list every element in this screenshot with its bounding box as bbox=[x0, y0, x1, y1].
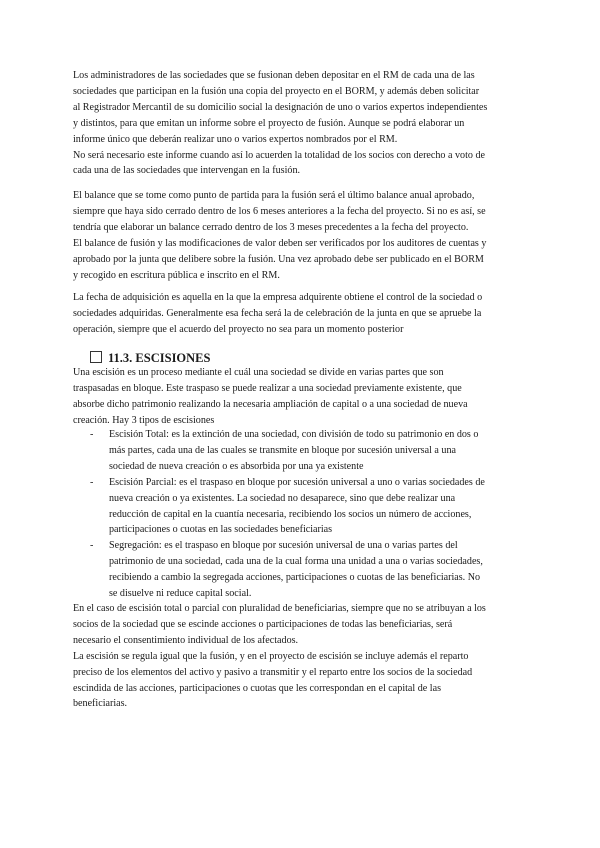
bullet-dash: - bbox=[90, 429, 94, 440]
text-line: siempre que haya sido cerrado dentro de los 6 meses anteriores a la fecha del proyecto. Si no es así, se bbox=[73, 205, 486, 217]
text-line: y recogido en escritura pública e inscrito en el RM. bbox=[73, 269, 280, 281]
text-line: sociedades adquiridas. Generalmente esa fecha será la de celebración de la junta en que se apruebe la bbox=[73, 307, 482, 319]
text-line: sociedades que participan en la fusión una copia del proyecto en el BORM, y además deben solicitar bbox=[73, 85, 480, 97]
section-heading-text: 11.3. ESCISIONES bbox=[108, 351, 211, 365]
text-line: Escisión Total: es la extinción de una sociedad, con división de todo su patrimonio en dos o bbox=[109, 429, 479, 440]
paragraph-fusion-informe bbox=[73, 68, 530, 179]
text-line: El balance que se tome como punto de partida para la fusión será el último balance anual aprobado, bbox=[73, 190, 475, 201]
text-line: reducción de capital en la cuantía necesaria, recibiendo los socios un número de acciones, bbox=[109, 508, 472, 520]
section-heading bbox=[90, 350, 210, 366]
text-line: beneficiarias. bbox=[73, 698, 128, 710]
text-line: Segregación: es el traspaso en bloque por sucesión universal de una o varias partes del bbox=[109, 540, 458, 552]
checkbox-icon bbox=[90, 351, 102, 363]
text-line: creación. Hay 3 tipos de escisiones bbox=[73, 414, 215, 426]
text-line: aprobado por la junta que delibere sobre la fusión. Una vez aprobado debe ser publicado en el BORM bbox=[73, 253, 484, 265]
text-line: El balance de fusión y las modificaciones de valor deben ser verificados por los auditores de cuentas y bbox=[73, 237, 487, 249]
list-item bbox=[90, 427, 530, 475]
text-line: informe único que deberán realizar uno o varios expertos nombrados por el RM. bbox=[73, 133, 398, 145]
text-line: No será necesario este informe cuando así lo acuerden la totalidad de los socios con derecho a voto de bbox=[73, 149, 486, 161]
text-line: participaciones o cuotas en las sociedades beneficiarias bbox=[109, 524, 333, 536]
paragraph-escision-regulacion bbox=[73, 601, 530, 712]
text-line: y distintos, para que emitan un informe sobre el proyecto de fusión. Aunque se podrá elaborar un bbox=[73, 117, 465, 129]
text-line: absorbe dicho patrimonio realizando la necesaria ampliación de capital o a una sociedad de nueva bbox=[73, 398, 468, 410]
text-line: tendría que elaborar un balance cerrado dentro de los 3 meses precedentes a la fecha del proyecto. bbox=[73, 221, 469, 233]
bullet-dash: - bbox=[90, 476, 94, 488]
list-item bbox=[90, 538, 530, 602]
paragraph-balance-fusion bbox=[73, 188, 530, 283]
text-line: En el caso de escisión total o parcial con pluralidad de beneficiarias, siempre que no se atribuyan a los bbox=[73, 603, 486, 614]
text-line: Escisión Parcial: es el traspaso en bloque por sucesión universal a uno o varias sociedades de bbox=[109, 476, 485, 488]
list-item bbox=[90, 475, 530, 539]
text-line: recibiendo a cambio la segregada acciones, participaciones o cuotas de las beneficiarias. No bbox=[109, 572, 481, 584]
text-line: se disuelve ni reduce capital social. bbox=[109, 588, 252, 600]
paragraph-escision-definicion bbox=[73, 365, 530, 429]
text-line: operación, siempre que el acuerdo del proyecto no sea para un momento posterior bbox=[73, 323, 404, 335]
text-line: al Registrador Mercantil de su domicilio social la designación de uno o varios expertos independientes bbox=[73, 101, 488, 113]
text-line: La fecha de adquisición es aquella en la que la empresa adquirente obtiene el control de la sociedad o bbox=[73, 292, 483, 303]
text-line: cada una de las sociedades que intervengan en la fusión. bbox=[73, 165, 301, 177]
text-line: La escisión se regula igual que la fusión, y en el proyecto de escisión se incluye además el reparto bbox=[73, 650, 469, 662]
text-line: necesario el consentimiento individual de los afectados. bbox=[73, 634, 299, 646]
text-line: Los administradores de las sociedades que se fusionan deben depositar en el RM de cada una de las bbox=[73, 70, 475, 81]
text-line: escindida de las acciones, participaciones o cuotas que les correspondan en el capital de las bbox=[73, 682, 441, 694]
text-line: socios de la sociedad que se escinde acciones o participaciones de todas las beneficiarias, será bbox=[73, 618, 453, 630]
text-line: traspasadas en bloque. Este traspaso se puede realizar a una sociedad previamente existente, que bbox=[73, 382, 462, 394]
text-line: sociedad de nueva creación o es absorbida por una ya existente bbox=[109, 460, 364, 472]
paragraph-fecha-adquisicion bbox=[73, 290, 530, 338]
bullet-dash: - bbox=[90, 540, 94, 552]
text-line: patrimonio de una sociedad, cada una de la cual forma una unidad a una o varias sociedades, bbox=[109, 556, 483, 568]
text-line: nueva creación o ya existentes. La sociedad no desaparece, sino que debe realizar una bbox=[109, 492, 456, 504]
text-line: Una escisión es un proceso mediante el cuál una sociedad se divide en varias partes que son bbox=[73, 367, 444, 378]
text-line: preciso de los elementos del activo y pasivo a transmitir y el reparto entre los socios de la sociedad bbox=[73, 666, 473, 678]
escision-types-list bbox=[90, 427, 530, 602]
text-line: más partes, cada una de las cuales se transmite en bloque por sucesión universal a una bbox=[109, 444, 456, 456]
